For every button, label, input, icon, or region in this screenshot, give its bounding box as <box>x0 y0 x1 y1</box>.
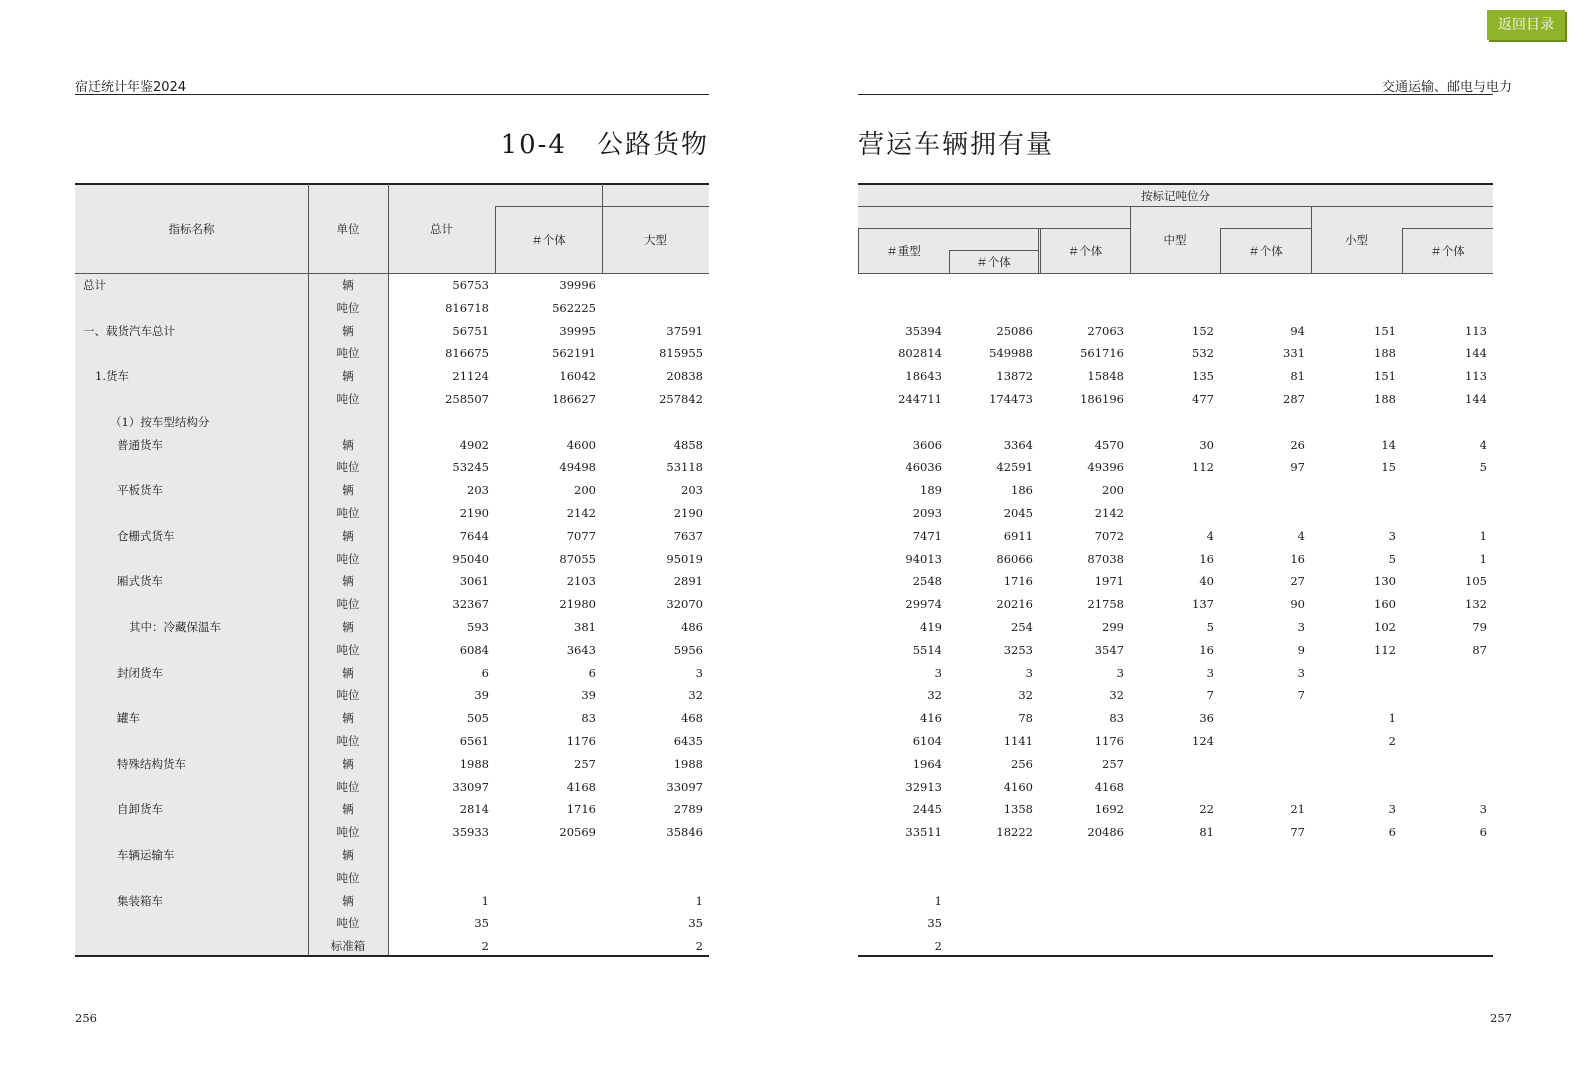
row-value: 14 <box>1381 438 1396 452</box>
row-value: 39 <box>474 688 489 702</box>
row-value: 124 <box>1192 734 1214 748</box>
row-value: 39996 <box>559 278 596 292</box>
row-value: 3 <box>1297 620 1305 634</box>
row-value: 32 <box>1109 688 1124 702</box>
row-value: 203 <box>467 483 489 497</box>
row-value: 2445 <box>912 802 942 816</box>
row-value: 79 <box>1472 620 1487 634</box>
row-value: 381 <box>574 620 596 634</box>
row-value: 188 <box>1374 346 1396 360</box>
row-value: 505 <box>467 711 489 725</box>
row-value: 1988 <box>459 757 489 771</box>
row-name: 一、载货汽车总计 <box>83 324 175 338</box>
header-by-tonnage: 按标记吨位分 <box>1141 189 1210 203</box>
row-value: 152 <box>1192 324 1214 338</box>
row-value: 3 <box>934 666 942 680</box>
row-value: 21980 <box>559 597 596 611</box>
row-value: 39 <box>581 688 596 702</box>
row-value: 2142 <box>1094 506 1124 520</box>
row-value: 42591 <box>996 460 1033 474</box>
row-value: 81 <box>1199 825 1214 839</box>
row-value: 4160 <box>1003 780 1033 794</box>
row-value: 1 <box>1388 711 1396 725</box>
row-value: 4168 <box>1094 780 1124 794</box>
row-value: 7637 <box>673 529 703 543</box>
row-value: 87055 <box>559 552 596 566</box>
row-value: 6435 <box>673 734 703 748</box>
row-value: 186196 <box>1080 392 1124 406</box>
table-number: 10-4 <box>500 130 567 160</box>
heavy-individual-rule <box>949 250 1038 251</box>
row-unit: 吨位 <box>336 734 360 748</box>
header-unit: 单位 <box>336 222 360 236</box>
row-value: 27 <box>1290 574 1305 588</box>
row-value: 6 <box>481 666 489 680</box>
row-unit: 吨位 <box>336 688 360 702</box>
row-value: 189 <box>920 483 942 497</box>
row-value: 2 <box>934 939 942 953</box>
row-value: 1 <box>1479 529 1487 543</box>
row-value: 1141 <box>1003 734 1033 748</box>
row-value: 1971 <box>1094 574 1124 588</box>
row-value: 4 <box>1479 438 1487 452</box>
row-value: 32367 <box>452 597 489 611</box>
row-value: 6 <box>1388 825 1396 839</box>
right-header-rule <box>858 94 1493 95</box>
row-value: 56751 <box>452 324 489 338</box>
row-name: （1）按车型结构分 <box>110 415 210 429</box>
row-value: 258507 <box>445 392 489 406</box>
row-value: 32913 <box>905 780 942 794</box>
medium-group-rule <box>1220 228 1311 229</box>
row-value: 477 <box>1192 392 1214 406</box>
row-value: 2142 <box>566 506 596 520</box>
row-unit: 辆 <box>342 757 354 771</box>
row-value: 6561 <box>459 734 489 748</box>
row-value: 3 <box>1479 802 1487 816</box>
row-value: 53118 <box>666 460 703 474</box>
row-value: 3 <box>1116 666 1124 680</box>
row-value: 95040 <box>452 552 489 566</box>
row-value: 94 <box>1290 324 1305 338</box>
row-name: 厢式货车 <box>117 574 163 588</box>
right-table-bottom-rule <box>858 955 1493 957</box>
row-value: 16042 <box>559 369 596 383</box>
row-value: 35 <box>474 916 489 930</box>
row-value: 7644 <box>459 529 489 543</box>
row-value: 35933 <box>452 825 489 839</box>
row-value: 3061 <box>459 574 489 588</box>
row-value: 56753 <box>452 278 489 292</box>
row-value: 4570 <box>1094 438 1124 452</box>
row-value: 6 <box>588 666 596 680</box>
row-value: 35394 <box>905 324 942 338</box>
row-value: 331 <box>1283 346 1305 360</box>
row-value: 49396 <box>1087 460 1124 474</box>
row-name: 封闭货车 <box>117 666 163 680</box>
row-value: 113 <box>1465 324 1487 338</box>
row-unit: 吨位 <box>336 825 360 839</box>
heavy-group-rule <box>858 228 1130 229</box>
row-value: 3643 <box>566 643 596 657</box>
row-unit: 辆 <box>342 324 354 338</box>
row-value: 816718 <box>445 301 489 315</box>
row-value: 6084 <box>459 643 489 657</box>
chapter-running-header: 交通运输、邮电与电力 <box>1381 80 1512 95</box>
row-value: 137 <box>1192 597 1214 611</box>
row-value: 36 <box>1199 711 1214 725</box>
row-value: 174473 <box>989 392 1033 406</box>
row-value: 97 <box>1290 460 1305 474</box>
left-header-rule <box>75 94 709 95</box>
row-value: 2190 <box>459 506 489 520</box>
row-unit: 辆 <box>342 369 354 383</box>
row-value: 18643 <box>905 369 942 383</box>
row-value: 419 <box>920 620 942 634</box>
header-small-individual: ＃个体 <box>1430 244 1465 258</box>
header-total-individual: ＃个体 <box>531 233 566 247</box>
left-table-top-rule <box>75 183 709 185</box>
row-value: 468 <box>681 711 703 725</box>
row-value: 130 <box>1374 574 1396 588</box>
row-value: 3547 <box>1094 643 1124 657</box>
row-value: 29974 <box>905 597 942 611</box>
row-value: 25086 <box>996 324 1033 338</box>
row-value: 200 <box>574 483 596 497</box>
row-value: 5514 <box>912 643 942 657</box>
row-unit: 辆 <box>342 848 354 862</box>
row-value: 33097 <box>666 780 703 794</box>
row-value: 87038 <box>1087 552 1124 566</box>
header-medium: 中型 <box>1163 233 1187 247</box>
right-table-top-rule <box>858 183 1493 185</box>
row-value: 83 <box>581 711 596 725</box>
row-name: 集装箱车 <box>117 894 163 908</box>
table-title-left <box>501 124 709 161</box>
row-value: 135 <box>1192 369 1214 383</box>
row-value: 1 <box>695 894 703 908</box>
row-value: 7077 <box>566 529 596 543</box>
header-large: 大型 <box>644 233 667 247</box>
row-value: 4902 <box>459 438 489 452</box>
row-unit: 辆 <box>342 278 354 292</box>
right-header-bottom-rule <box>858 273 1493 274</box>
row-value: 6 <box>1479 825 1487 839</box>
row-value: 244711 <box>898 392 942 406</box>
row-value: 37591 <box>666 324 703 338</box>
row-value: 21124 <box>452 369 489 383</box>
row-unit: 吨位 <box>336 460 360 474</box>
row-value: 33097 <box>452 780 489 794</box>
row-value: 257842 <box>659 392 703 406</box>
row-value: 562225 <box>552 301 596 315</box>
row-unit: 辆 <box>342 894 354 908</box>
yearbook-running-header: 宿迁统计年鉴2024 <box>75 80 187 95</box>
row-value: 5956 <box>673 643 703 657</box>
header-large-individual: ＃个体 <box>1067 244 1103 258</box>
row-value: 40 <box>1199 574 1214 588</box>
row-value: 83 <box>1109 711 1124 725</box>
row-value: 15848 <box>1087 369 1124 383</box>
row-value: 94013 <box>905 552 942 566</box>
row-value: 4600 <box>566 438 596 452</box>
row-value: 77 <box>1290 825 1305 839</box>
row-value: 1716 <box>1003 574 1033 588</box>
row-value: 816675 <box>445 346 489 360</box>
header-heavy-individual: ＃个体 <box>976 255 1011 269</box>
row-value: 3 <box>1297 666 1305 680</box>
row-value: 5 <box>1388 552 1396 566</box>
row-value: 30 <box>1199 438 1214 452</box>
row-value: 95019 <box>666 552 703 566</box>
row-value: 2093 <box>912 506 942 520</box>
row-value: 203 <box>681 483 703 497</box>
row-value: 26 <box>1290 438 1305 452</box>
row-unit: 吨位 <box>336 871 360 885</box>
row-value: 3 <box>695 666 703 680</box>
row-value: 4858 <box>673 438 703 452</box>
row-name: 平板货车 <box>117 483 163 497</box>
row-value: 87 <box>1472 643 1487 657</box>
row-unit: 辆 <box>342 711 354 725</box>
row-name: 总计 <box>83 278 106 292</box>
row-value: 7 <box>1297 688 1305 702</box>
left-header-bottom-rule <box>75 273 709 274</box>
row-value: 7 <box>1206 688 1214 702</box>
left-table-bottom-rule <box>75 955 709 957</box>
row-value: 4 <box>1297 529 1305 543</box>
row-value: 3364 <box>1003 438 1033 452</box>
row-value: 35846 <box>666 825 703 839</box>
row-value: 32 <box>1018 688 1033 702</box>
row-value: 254 <box>1011 620 1033 634</box>
row-value: 5 <box>1206 620 1214 634</box>
row-name: 1.货车 <box>95 369 129 383</box>
row-value: 49498 <box>559 460 596 474</box>
row-unit: 辆 <box>342 529 354 543</box>
row-value: 39995 <box>559 324 596 338</box>
row-name: 特殊结构货车 <box>117 757 186 771</box>
row-value: 1716 <box>566 802 596 816</box>
row-value: 9 <box>1297 643 1305 657</box>
row-value: 2891 <box>673 574 703 588</box>
row-value: 486 <box>681 620 703 634</box>
row-value: 2548 <box>912 574 942 588</box>
back-to-contents-button[interactable]: 返回目录 <box>1487 10 1565 40</box>
row-value: 18222 <box>996 825 1033 839</box>
row-unit: 吨位 <box>336 392 360 406</box>
row-value: 1692 <box>1094 802 1124 816</box>
row-value: 35 <box>927 916 942 930</box>
row-value: 549988 <box>989 346 1033 360</box>
row-unit: 吨位 <box>336 552 360 566</box>
row-value: 15 <box>1381 460 1396 474</box>
row-value: 256 <box>1011 757 1033 771</box>
left-subheader-rule <box>495 206 709 207</box>
row-value: 6911 <box>1003 529 1033 543</box>
row-value: 2103 <box>566 574 596 588</box>
row-unit: 辆 <box>342 666 354 680</box>
row-name: 自卸货车 <box>117 802 163 816</box>
row-value: 3606 <box>912 438 942 452</box>
row-value: 112 <box>1192 460 1214 474</box>
row-value: 6104 <box>912 734 942 748</box>
row-value: 3253 <box>1003 643 1033 657</box>
row-value: 21758 <box>1087 597 1124 611</box>
row-unit: 吨位 <box>336 597 360 611</box>
row-value: 32070 <box>666 597 703 611</box>
row-value: 20569 <box>559 825 596 839</box>
row-value: 20838 <box>666 369 703 383</box>
small-group-rule <box>1402 228 1493 229</box>
row-unit: 辆 <box>342 438 354 452</box>
row-name: 车辆运输车 <box>117 848 175 862</box>
row-value: 46036 <box>905 460 942 474</box>
row-value: 3 <box>1025 666 1033 680</box>
row-value: 593 <box>467 620 489 634</box>
row-value: 257 <box>574 757 596 771</box>
row-value: 105 <box>1465 574 1487 588</box>
row-value: 1358 <box>1003 802 1033 816</box>
row-value: 113 <box>1465 369 1487 383</box>
row-value: 2045 <box>1003 506 1033 520</box>
row-value: 20216 <box>996 597 1033 611</box>
row-unit: 吨位 <box>336 916 360 930</box>
row-value: 2 <box>695 939 703 953</box>
row-value: 81 <box>1290 369 1305 383</box>
header-small: 小型 <box>1345 233 1368 247</box>
row-value: 188 <box>1374 392 1396 406</box>
individual-large-divider <box>602 184 603 273</box>
header-medium-individual: ＃个体 <box>1248 244 1283 258</box>
row-unit: 吨位 <box>336 643 360 657</box>
row-value: 7072 <box>1094 529 1124 543</box>
row-value: 299 <box>1102 620 1124 634</box>
unit-data-divider <box>388 184 389 955</box>
row-unit: 吨位 <box>336 506 360 520</box>
row-value: 78 <box>1018 711 1033 725</box>
header-total: 总计 <box>430 222 453 236</box>
row-value: 144 <box>1465 392 1487 406</box>
row-value: 1176 <box>566 734 596 748</box>
row-value: 4168 <box>566 780 596 794</box>
heavy-large-ind-divider-a <box>1038 228 1039 273</box>
row-value: 27063 <box>1087 324 1124 338</box>
row-name: 罐车 <box>117 711 140 725</box>
row-value: 3 <box>1206 666 1214 680</box>
row-value: 102 <box>1374 620 1396 634</box>
row-value: 33511 <box>905 825 942 839</box>
row-unit: 标准箱 <box>330 939 366 953</box>
row-value: 32 <box>927 688 942 702</box>
row-value: 2814 <box>459 802 489 816</box>
row-value: 2190 <box>673 506 703 520</box>
row-value: 7471 <box>912 529 942 543</box>
row-unit: 吨位 <box>336 346 360 360</box>
row-value: 151 <box>1374 324 1396 338</box>
row-value: 86066 <box>996 552 1033 566</box>
row-value: 562191 <box>552 346 596 360</box>
row-value: 144 <box>1465 346 1487 360</box>
row-value: 3 <box>1388 802 1396 816</box>
row-value: 532 <box>1192 346 1214 360</box>
row-value: 16 <box>1290 552 1305 566</box>
row-value: 416 <box>920 711 942 725</box>
row-unit: 辆 <box>342 802 354 816</box>
row-unit: 吨位 <box>336 301 360 315</box>
row-name: 普通货车 <box>117 438 163 452</box>
row-unit: 辆 <box>342 620 354 634</box>
row-value: 160 <box>1374 597 1396 611</box>
row-value: 287 <box>1283 392 1305 406</box>
row-value: 815955 <box>659 346 703 360</box>
row-value: 186627 <box>552 392 596 406</box>
row-value: 1988 <box>673 757 703 771</box>
row-value: 5 <box>1479 460 1487 474</box>
row-value: 132 <box>1465 597 1487 611</box>
row-value: 112 <box>1374 643 1396 657</box>
row-value: 1 <box>481 894 489 908</box>
row-unit: 吨位 <box>336 780 360 794</box>
row-value: 200 <box>1102 483 1124 497</box>
row-value: 21 <box>1290 802 1305 816</box>
row-value: 186 <box>1011 483 1033 497</box>
page-number-right: 257 <box>1490 1011 1512 1025</box>
table-title-part2: 营运车辆拥有量 <box>858 130 1055 160</box>
header-indicator-name: 指标名称 <box>168 222 215 236</box>
row-value: 3 <box>1388 529 1396 543</box>
row-value: 32 <box>688 688 703 702</box>
row-value: 22 <box>1199 802 1214 816</box>
row-value: 4 <box>1206 529 1214 543</box>
header-heavy: ＃重型 <box>886 244 921 258</box>
row-value: 53245 <box>452 460 489 474</box>
right-group-rule <box>858 206 1493 207</box>
row-value: 151 <box>1374 369 1396 383</box>
page-number-left: 256 <box>75 1011 97 1025</box>
row-value: 1 <box>1479 552 1487 566</box>
row-value: 2789 <box>673 802 703 816</box>
row-value: 1176 <box>1094 734 1124 748</box>
row-value: 1964 <box>912 757 942 771</box>
row-value: 257 <box>1102 757 1124 771</box>
row-value: 16 <box>1199 643 1214 657</box>
row-unit: 辆 <box>342 483 354 497</box>
row-unit: 辆 <box>342 574 354 588</box>
row-value: 13872 <box>996 369 1033 383</box>
row-name: 仓栅式货车 <box>117 529 175 543</box>
row-value: 1 <box>934 894 942 908</box>
row-value: 20486 <box>1087 825 1124 839</box>
table-title-part1: 公路货物 <box>596 130 709 160</box>
row-value: 2 <box>481 939 489 953</box>
row-value: 2 <box>1388 734 1396 748</box>
row-value: 35 <box>688 916 703 930</box>
row-value: 16 <box>1199 552 1214 566</box>
row-name: 其中：冷藏保温车 <box>129 620 221 634</box>
row-value: 802814 <box>898 346 942 360</box>
row-value: 90 <box>1290 597 1305 611</box>
row-value: 561716 <box>1080 346 1124 360</box>
